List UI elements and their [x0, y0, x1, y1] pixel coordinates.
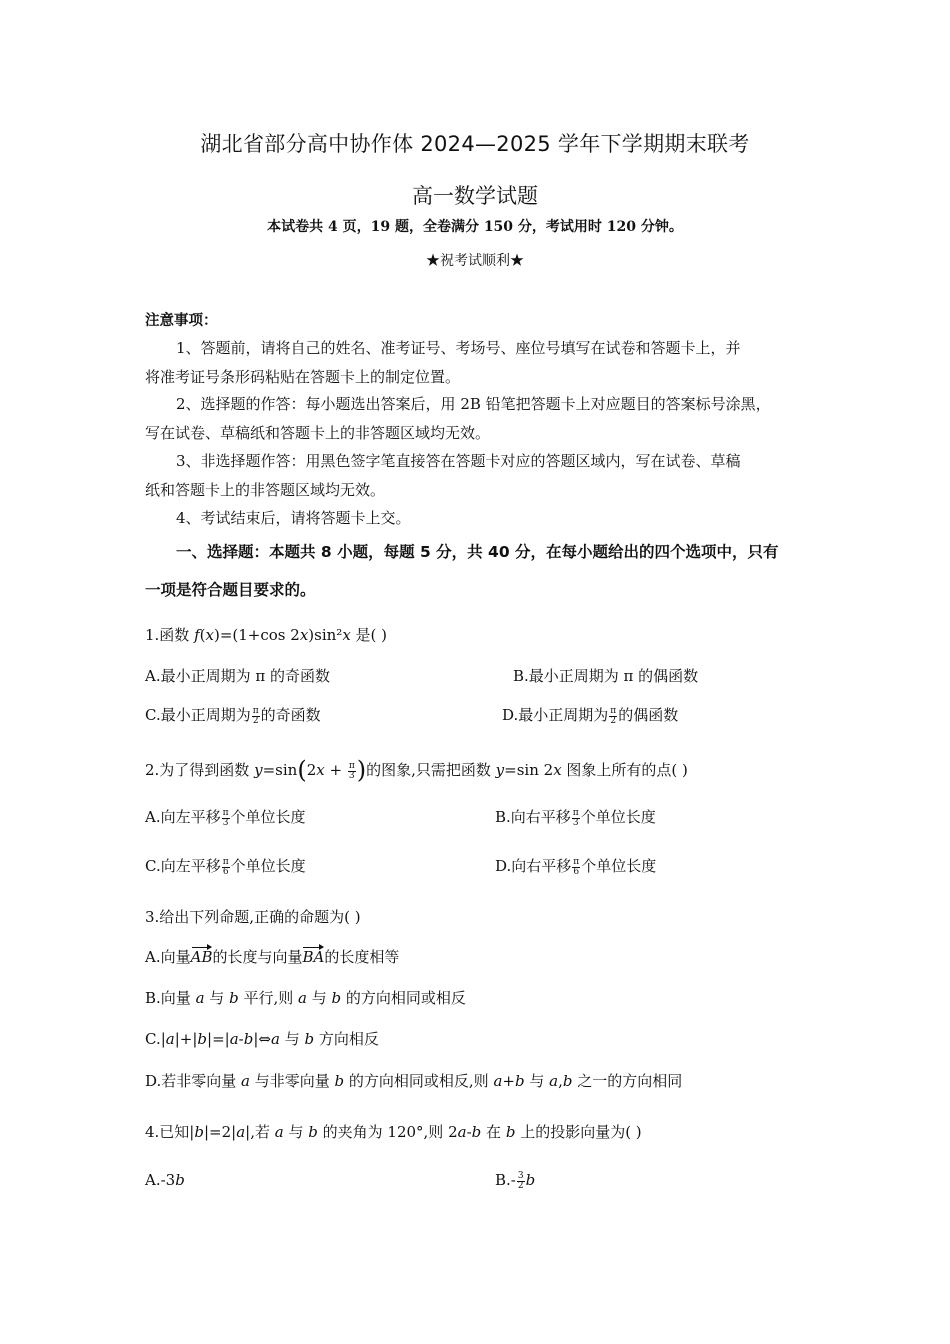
exam-wish: ★祝考试顺利★: [426, 253, 524, 269]
fraction: $\frac{\pi}{3}$: [222, 807, 229, 828]
section1-line2: 一项是符合题目要求的。: [145, 581, 316, 599]
fraction: $\frac{\pi}{2}$: [610, 705, 617, 726]
fraction: $\frac{\pi}{3}$: [572, 807, 579, 828]
question-1-stem: 1.函数 f(x)=(1+cos 2x)sin²x 是( ): [145, 626, 388, 644]
exam-info: 本试卷共 4 页，19 题，全卷满分 150 分，考试用时 120 分钟。: [267, 219, 683, 235]
question-2-option-d: D.向右平移 $\frac{\pi}{6}$ 个单位长度: [495, 856, 657, 877]
exam-title: 湖北省部分高中协作体 2024—2025 学年下学期期末联考: [200, 132, 750, 156]
question-1-option-b: B.最小正周期为 π 的偶函数: [513, 667, 699, 685]
question-3-option-b: B.向量 a 与 b 平行,则 a 与 b 的方向相同或相反: [145, 989, 466, 1007]
notice-item-4: 4、考试结束后，请将答题卡上交。: [176, 509, 411, 527]
question-2-option-a: A.向左平移 $\frac{\pi}{3}$ 个单位长度: [145, 807, 306, 828]
question-4-option-b: B.- $\frac{3}{2}$ b: [495, 1170, 536, 1191]
question-4-stem: 4.已知|b|=2|a|,若 a 与 b 的夹角为 120°,则 2a-b 在 b 上的投影向量为( ): [145, 1123, 642, 1141]
question-2-option-b: B.向右平移 $\frac{\pi}{3}$ 个单位长度: [495, 807, 656, 828]
question-3-option-a: A.向量AB的长度与向量BA的长度相等: [145, 948, 400, 966]
question-3-option-d: D.若非零向量 a 与非零向量 b 的方向相同或相反,则 a+b 与 a,b 之一的方向相同: [145, 1072, 683, 1090]
question-1-option-c: C.最小正周期为 $\frac{\pi}{2}$ 的奇函数: [145, 705, 321, 726]
vector-ab: AB: [190, 948, 213, 966]
fraction: $\frac{\pi}{6}$: [222, 856, 229, 877]
notice-item-1-line1: 1、答题前，请将自己的姓名、准考证号、考场号、座位号填写在试卷和答题卡上，并: [176, 339, 741, 357]
fraction: $\frac{\pi}{6}$: [573, 856, 580, 877]
question-3-stem: 3.给出下列命题,正确的命题为( ): [145, 908, 361, 926]
notice-item-3-line2: 纸和答题卡上的非答题区域均无效。: [145, 481, 386, 499]
question-4-option-a: A.-3b: [145, 1171, 185, 1189]
notice-item-1-line2: 将准考证号条形码粘贴在答题卡上的制定位置。: [145, 368, 461, 386]
question-1-option-a: A.最小正周期为 π 的奇函数: [145, 667, 330, 685]
notice-heading: 注意事项：: [145, 312, 218, 329]
section1-line1: 一、选择题：本题共 8 小题，每题 5 分，共 40 分，在每小题给出的四个选项中，只有: [176, 543, 779, 561]
fraction: $\frac{\pi}{3}$: [348, 760, 355, 781]
exam-subtitle: 高一数学试题: [412, 184, 538, 208]
question-2-stem: 2.为了得到函数 y=sin(2x + $\frac{\pi}{3}$ )的图象,只需把函数 y=sin 2x 图象上所有的点( ): [145, 756, 688, 784]
question-3-option-c: C.|a|+|b|=|a-b|⇔a 与 b 方向相反: [145, 1030, 379, 1048]
fraction: $\frac{3}{2}$: [517, 1170, 524, 1191]
notice-item-2-line1: 2、选择题的作答：每小题选出答案后，用 2B 铅笔把答题卡上对应题目的答案标号涂黑，: [176, 395, 771, 413]
notice-item-3-line1: 3、非选择题作答：用黑色签字笔直接答在答题卡对应的答题区域内，写在试卷、草稿: [176, 452, 741, 470]
notice-item-2-line2: 写在试卷、草稿纸和答题卡上的非答题区域均无效。: [145, 424, 491, 442]
vector-ba: BA: [302, 948, 325, 966]
question-2-option-c: C.向左平移 $\frac{\pi}{6}$ 个单位长度: [145, 856, 306, 877]
question-1-option-d: D.最小正周期为 $\frac{\pi}{2}$ 的偶函数: [502, 705, 679, 726]
fraction: $\frac{\pi}{2}$: [252, 705, 259, 726]
